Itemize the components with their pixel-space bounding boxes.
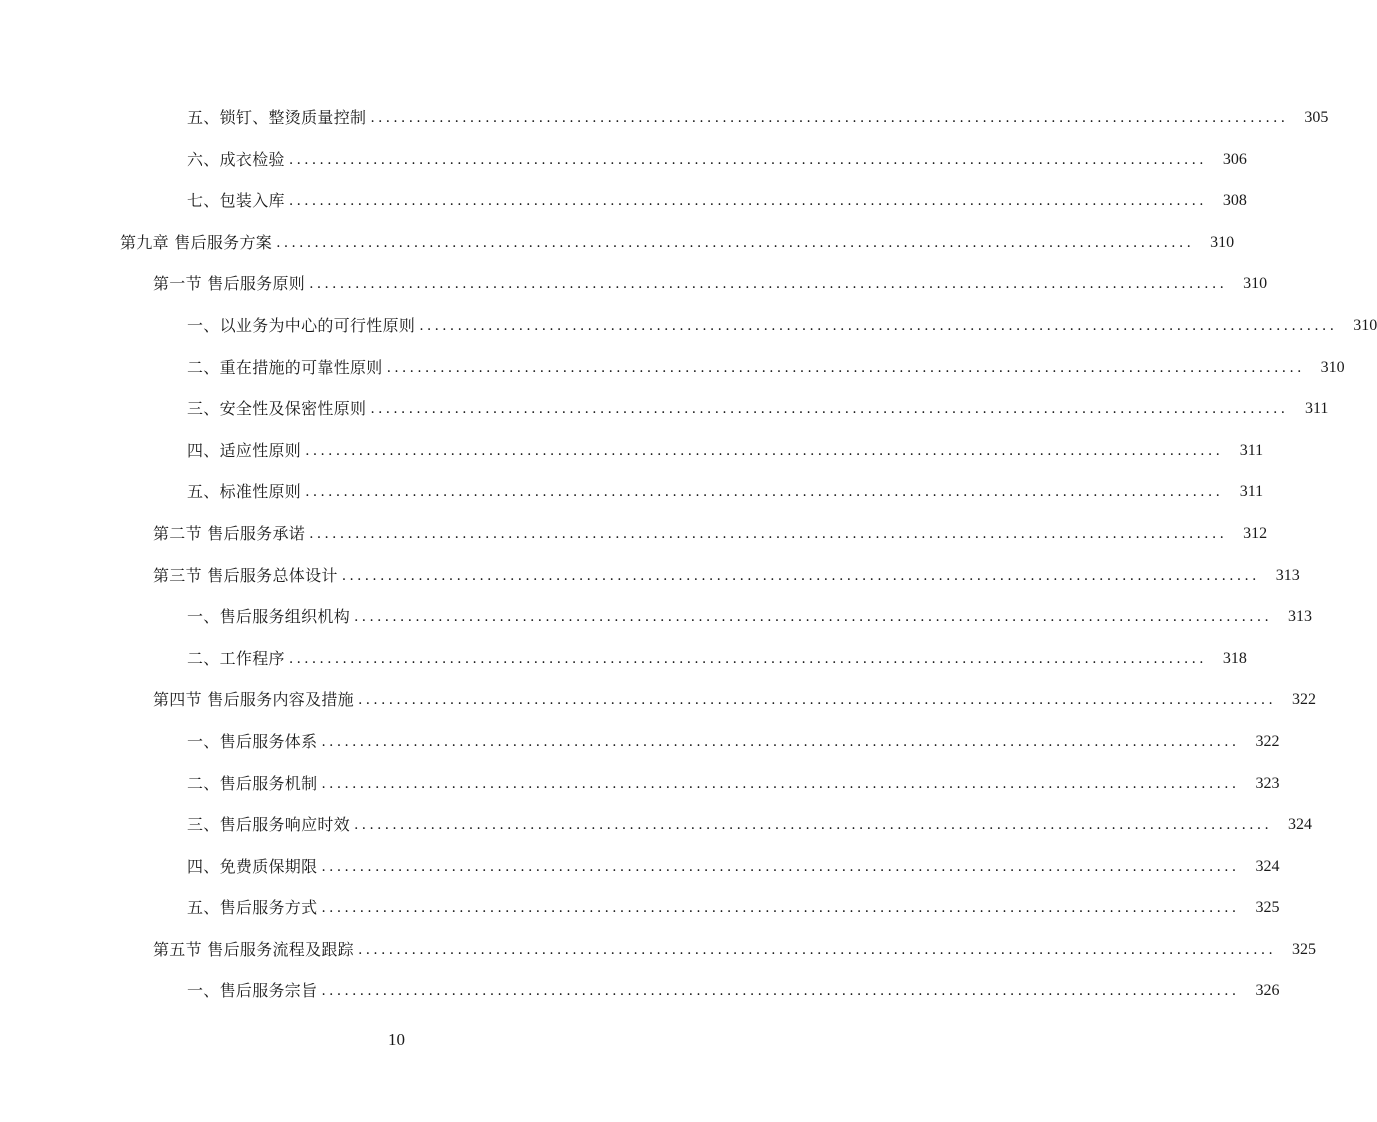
toc-entry-page: 322 [1255, 732, 1280, 750]
toc-entry[interactable] [0, 388, 1329, 430]
toc-entry-page: 325 [1292, 940, 1317, 958]
toc-entry-page: 313 [1288, 608, 1313, 626]
toc-entry-page: 313 [1275, 566, 1300, 584]
toc-entry-title: 四、免费质保期限 [187, 856, 318, 876]
toc-entry-page: 323 [1255, 774, 1280, 792]
toc-entry-title: 第三节 售后服务总体设计 [153, 565, 338, 585]
toc-entry-page: 311 [1239, 441, 1264, 459]
toc-entry[interactable] [0, 305, 1377, 347]
toc-entry-page: 322 [1292, 691, 1317, 709]
toc-entry[interactable] [0, 846, 1280, 888]
toc-entry-page: 310 [1353, 316, 1377, 334]
toc-entry-page: 324 [1288, 816, 1313, 834]
toc-entry-title: 七、包装入库 [187, 191, 285, 211]
toc-entry-title: 二、重在措施的可靠性原则 [187, 357, 383, 377]
toc-entry-title: 第一节 售后服务原则 [153, 274, 306, 294]
toc-dot-leader: ........................................................................................................................ [305, 484, 1224, 501]
toc-entry[interactable] [0, 887, 1280, 929]
toc-entry-title: 第二节 售后服务承诺 [153, 523, 306, 543]
page-number: 10 [388, 1030, 405, 1049]
toc-dot-leader: ........................................................................................................................ [305, 442, 1224, 459]
toc-dot-leader: ........................................................................................................................ [288, 650, 1207, 667]
toc-entry-title: 四、适应性原则 [187, 440, 302, 460]
toc-entry-title: 一、售后服务组织机构 [187, 607, 351, 627]
toc-entry-page: 318 [1222, 649, 1247, 667]
toc-entry[interactable] [0, 763, 1280, 805]
toc-dot-leader: ........................................................................................................................ [358, 692, 1277, 709]
toc-entry[interactable] [0, 555, 1300, 597]
toc-entry-page: 326 [1255, 982, 1280, 1000]
toc-entry[interactable] [0, 596, 1313, 638]
toc-entry[interactable] [0, 263, 1268, 305]
toc-dot-leader: ........................................................................................................................ [370, 401, 1289, 418]
toc-entry[interactable] [0, 804, 1313, 846]
toc-entry[interactable] [0, 970, 1280, 1012]
toc-entry-page: 324 [1255, 857, 1280, 875]
toc-dot-leader: ........................................................................................................................ [370, 110, 1289, 126]
toc-entry-title: 一、以业务为中心的可行性原则 [187, 315, 416, 335]
toc-entry-page: 312 [1243, 524, 1268, 542]
toc-dot-leader: ........................................................................................................................ [288, 151, 1207, 168]
toc-entry[interactable] [0, 139, 1247, 181]
toc-dot-leader: ........................................................................................................................ [321, 733, 1240, 750]
toc-dot-leader: ........................................................................................................................ [386, 359, 1305, 376]
toc-entry-page: 311 [1304, 400, 1329, 418]
toc-dot-leader: ........................................................................................................................ [419, 317, 1338, 334]
toc-entry-page: 306 [1222, 150, 1247, 168]
toc-entry-title: 三、售后服务响应时效 [187, 815, 351, 835]
toc-entry-title: 五、售后服务方式 [187, 898, 318, 918]
toc-entry[interactable] [0, 347, 1345, 389]
table-of-contents [0, 97, 1377, 1012]
toc-entry-title: 一、售后服务宗旨 [187, 981, 318, 1001]
toc-dot-leader: ........................................................................................................................ [276, 234, 1195, 251]
toc-dot-leader: ........................................................................................................................ [354, 609, 1273, 626]
toc-entry[interactable] [0, 721, 1280, 763]
toc-entry[interactable] [0, 929, 1317, 971]
toc-dot-leader: ........................................................................................................................ [358, 941, 1277, 958]
toc-entry-page: 311 [1239, 483, 1264, 501]
toc-entry-title: 第五节 售后服务流程及跟踪 [153, 939, 354, 959]
toc-entry-title: 五、锁钉、整烫质量控制 [187, 108, 367, 127]
toc-entry-title: 二、工作程序 [187, 648, 285, 668]
toc-entry-title: 二、售后服务机制 [187, 773, 318, 793]
toc-entry[interactable] [0, 679, 1317, 721]
toc-entry-page: 308 [1222, 192, 1247, 210]
toc-entry-page: 310 [1210, 233, 1235, 251]
toc-entry-title: 一、售后服务体系 [187, 731, 318, 751]
toc-entry-title: 第九章 售后服务方案 [120, 232, 273, 252]
toc-dot-leader: ........................................................................................................................ [321, 858, 1240, 875]
toc-entry[interactable] [0, 513, 1268, 555]
toc-dot-leader: ........................................................................................................................ [354, 817, 1273, 834]
toc-entry-title: 第四节 售后服务内容及措施 [153, 690, 354, 710]
toc-entry-title: 三、安全性及保密性原则 [187, 399, 367, 419]
toc-dot-leader: ........................................................................................................................ [309, 525, 1228, 542]
toc-entry-page: 310 [1320, 358, 1345, 376]
toc-dot-leader: ........................................................................................................................ [309, 276, 1228, 293]
toc-dot-leader: ........................................................................................................................ [341, 567, 1260, 584]
toc-dot-leader: ........................................................................................................................ [321, 900, 1240, 917]
toc-entry[interactable] [0, 471, 1264, 513]
toc-entry[interactable] [0, 638, 1247, 680]
toc-entry-page: 305 [1304, 109, 1329, 126]
toc-dot-leader: ........................................................................................................................ [288, 193, 1207, 210]
toc-entry-page: 310 [1243, 275, 1268, 293]
toc-dot-leader: ........................................................................................................................ [321, 983, 1240, 1000]
toc-entry-page: 325 [1255, 899, 1280, 917]
toc-entry[interactable] [0, 180, 1247, 222]
toc-dot-leader: ........................................................................................................................ [321, 775, 1240, 792]
toc-entry[interactable] [0, 97, 1329, 139]
toc-entry[interactable] [0, 430, 1264, 472]
toc-entry-title: 五、标准性原则 [187, 482, 302, 502]
toc-entry[interactable] [0, 222, 1235, 264]
toc-entry-title: 六、成衣检验 [187, 149, 285, 169]
